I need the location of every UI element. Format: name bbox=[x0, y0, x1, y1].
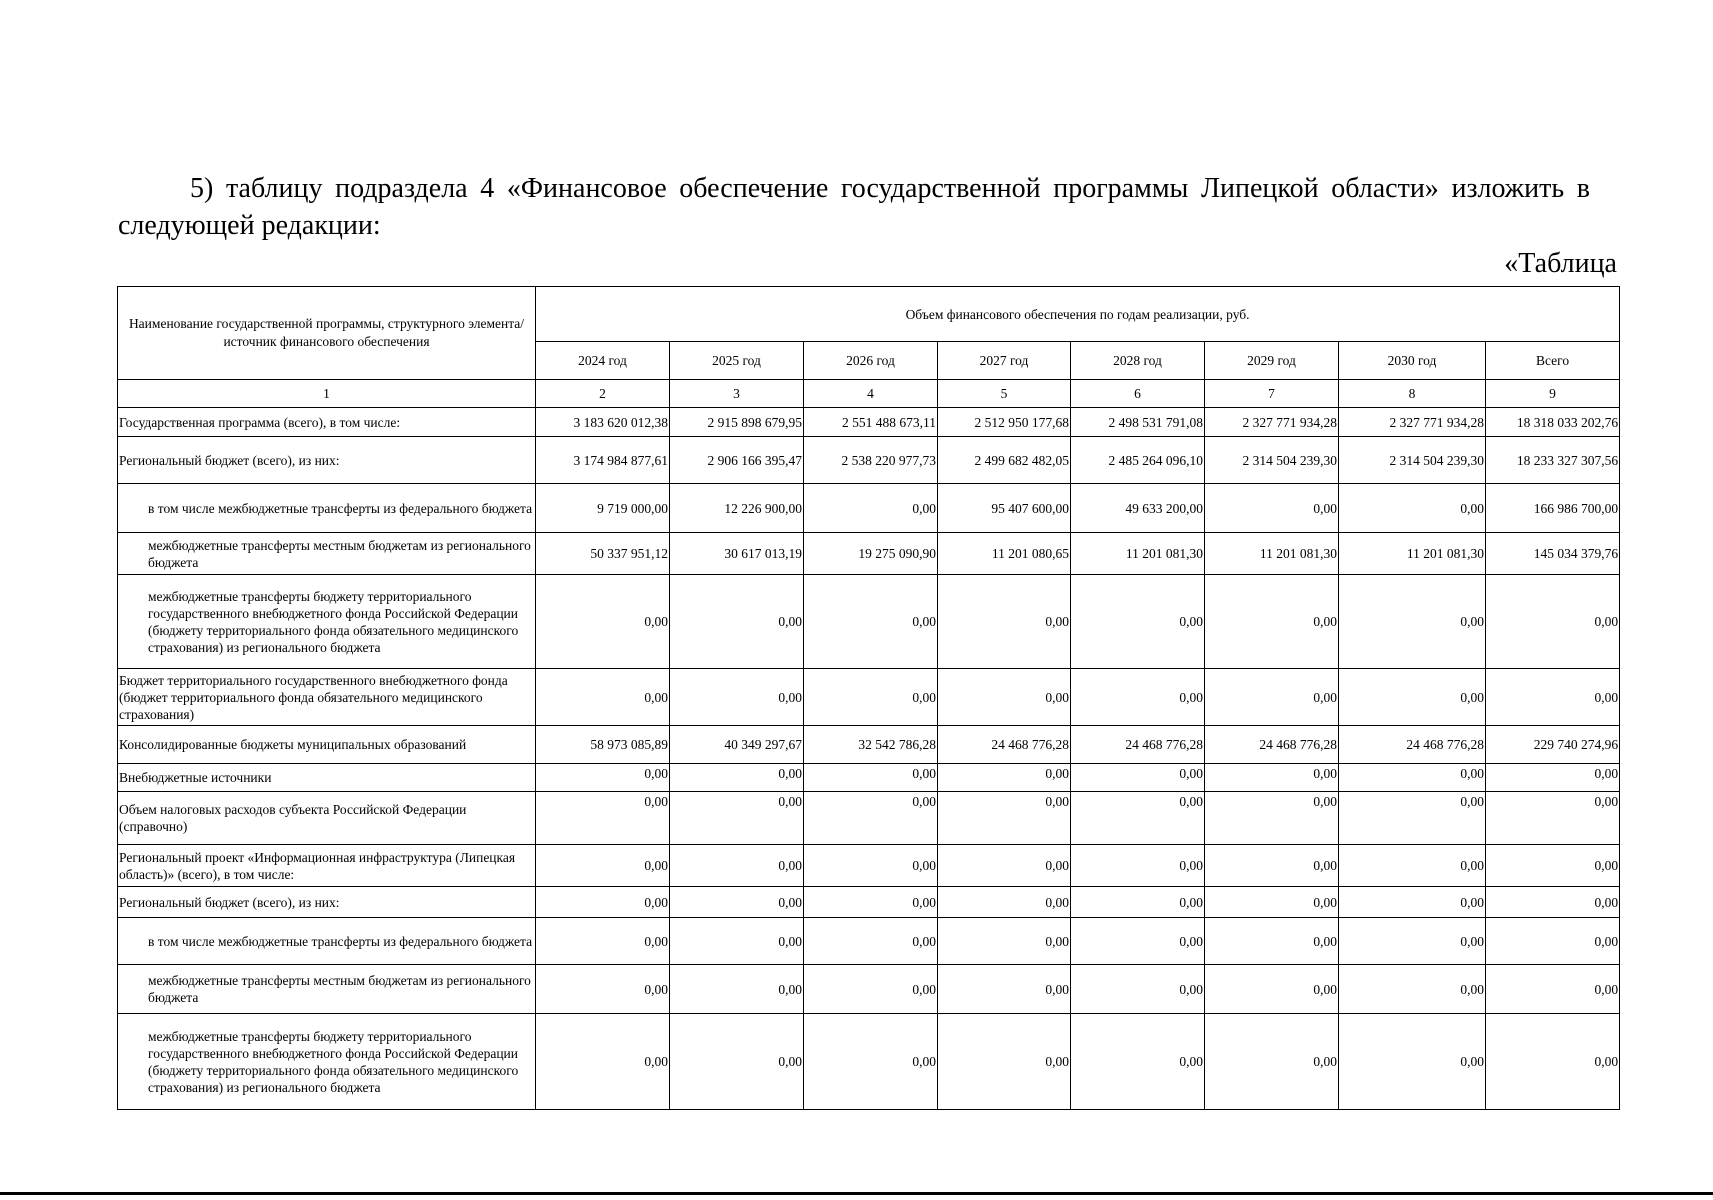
cell-value: 0,00 bbox=[804, 764, 938, 792]
cell-value: 0,00 bbox=[1339, 965, 1486, 1014]
row-name: Внебюджетные источники bbox=[118, 764, 536, 792]
table-row bbox=[118, 792, 1620, 845]
cell-value: 0,00 bbox=[1339, 484, 1486, 533]
row-name: в том числе межбюджетные трансферты из федерального бюджета bbox=[118, 484, 536, 533]
cell-value: 18 318 033 202,76 bbox=[1486, 408, 1620, 437]
cell-value: 0,00 bbox=[1071, 918, 1205, 965]
cell-value: 0,00 bbox=[1486, 887, 1620, 918]
table-label: «Таблица bbox=[1504, 248, 1617, 279]
cell-value: 0,00 bbox=[536, 764, 670, 792]
cell-value: 0,00 bbox=[804, 965, 938, 1014]
cell-value: 0,00 bbox=[1205, 792, 1339, 845]
cell-value: 0,00 bbox=[1339, 764, 1486, 792]
cell-value: 0,00 bbox=[804, 918, 938, 965]
cell-value: 0,00 bbox=[536, 575, 670, 669]
cell-value: 32 542 786,28 bbox=[804, 726, 938, 764]
table-row bbox=[118, 1014, 1620, 1110]
cell-value: 0,00 bbox=[938, 669, 1071, 726]
table-row bbox=[118, 575, 1620, 669]
table-row bbox=[118, 533, 1620, 575]
cell-value: 0,00 bbox=[938, 764, 1071, 792]
cell-value: 0,00 bbox=[536, 965, 670, 1014]
header-year: 2024 год bbox=[536, 342, 670, 380]
cell-value: 0,00 bbox=[1339, 845, 1486, 887]
cell-value: 0,00 bbox=[1339, 887, 1486, 918]
column-number: 4 bbox=[804, 380, 938, 408]
cell-value: 0,00 bbox=[670, 887, 804, 918]
cell-value: 0,00 bbox=[938, 792, 1071, 845]
cell-value: 2 498 531 791,08 bbox=[1071, 408, 1205, 437]
cell-value: 11 201 081,30 bbox=[1205, 533, 1339, 575]
cell-value: 2 314 504 239,30 bbox=[1339, 437, 1486, 484]
cell-value: 0,00 bbox=[536, 669, 670, 726]
cell-value: 0,00 bbox=[1339, 669, 1486, 726]
table-body bbox=[118, 408, 1620, 1110]
table-row bbox=[118, 845, 1620, 887]
cell-value: 0,00 bbox=[536, 792, 670, 845]
cell-value: 0,00 bbox=[1205, 764, 1339, 792]
cell-value: 0,00 bbox=[938, 1014, 1071, 1110]
cell-value: 0,00 bbox=[938, 918, 1071, 965]
cell-value: 0,00 bbox=[670, 764, 804, 792]
cell-value: 9 719 000,00 bbox=[536, 484, 670, 533]
cell-value: 0,00 bbox=[1071, 669, 1205, 726]
cell-value: 58 973 085,89 bbox=[536, 726, 670, 764]
cell-value: 0,00 bbox=[1486, 575, 1620, 669]
cell-value: 0,00 bbox=[1071, 792, 1205, 845]
table-row bbox=[118, 408, 1620, 437]
header-year: 2030 год bbox=[1339, 342, 1486, 380]
cell-value: 2 906 166 395,47 bbox=[670, 437, 804, 484]
cell-value: 0,00 bbox=[804, 1014, 938, 1110]
cell-value: 0,00 bbox=[670, 965, 804, 1014]
column-number: 1 bbox=[118, 380, 536, 408]
cell-value: 2 327 771 934,28 bbox=[1205, 408, 1339, 437]
cell-value: 2 327 771 934,28 bbox=[1339, 408, 1486, 437]
cell-value: 18 233 327 307,56 bbox=[1486, 437, 1620, 484]
header-year: 2026 год bbox=[804, 342, 938, 380]
cell-value: 24 468 776,28 bbox=[1205, 726, 1339, 764]
header-year: Всего bbox=[1486, 342, 1620, 380]
row-name: в том числе межбюджетные трансферты из федерального бюджета bbox=[118, 918, 536, 965]
cell-value: 0,00 bbox=[1486, 845, 1620, 887]
column-number: 2 bbox=[536, 380, 670, 408]
row-name: Региональный проект «Информационная инфраструктура (Липецкая область)» (всего), в том числе: bbox=[118, 845, 536, 887]
cell-value: 11 201 081,30 bbox=[1339, 533, 1486, 575]
cell-value: 0,00 bbox=[670, 918, 804, 965]
cell-value: 166 986 700,00 bbox=[1486, 484, 1620, 533]
row-name: межбюджетные трансферты бюджету территориального государственного внебюджетного фонда Российской Федерации (бюджету территориального фонда обязательного медицинского страхования) из регионального бюджета bbox=[118, 575, 536, 669]
cell-value: 0,00 bbox=[1205, 887, 1339, 918]
row-name: межбюджетные трансферты местным бюджетам из регионального бюджета bbox=[118, 965, 536, 1014]
cell-value: 11 201 080,65 bbox=[938, 533, 1071, 575]
cell-value: 49 633 200,00 bbox=[1071, 484, 1205, 533]
table-row bbox=[118, 484, 1620, 533]
cell-value: 0,00 bbox=[1205, 575, 1339, 669]
cell-value: 0,00 bbox=[536, 918, 670, 965]
financing-table bbox=[117, 286, 1620, 1110]
cell-value: 0,00 bbox=[938, 845, 1071, 887]
cell-value: 0,00 bbox=[1339, 792, 1486, 845]
cell-value: 2 512 950 177,68 bbox=[938, 408, 1071, 437]
header-year: 2025 год bbox=[670, 342, 804, 380]
cell-value: 0,00 bbox=[1071, 887, 1205, 918]
cell-value: 0,00 bbox=[804, 575, 938, 669]
page-edge-line bbox=[0, 1192, 1713, 1195]
cell-value: 229 740 274,96 bbox=[1486, 726, 1620, 764]
table-row bbox=[118, 764, 1620, 792]
cell-value: 50 337 951,12 bbox=[536, 533, 670, 575]
header-name: Наименование государственной программы, структурного элемента/источник финансового обеспечения bbox=[118, 287, 536, 380]
column-number: 5 bbox=[938, 380, 1071, 408]
intro-text: 5) таблицу подраздела 4 «Финансовое обеспечение государственной программы Липецкой области» изложить в следующей редакции: bbox=[118, 173, 1590, 241]
cell-value: 95 407 600,00 bbox=[938, 484, 1071, 533]
cell-value: 0,00 bbox=[938, 965, 1071, 1014]
cell-value: 0,00 bbox=[1486, 764, 1620, 792]
cell-value: 19 275 090,90 bbox=[804, 533, 938, 575]
cell-value: 0,00 bbox=[1486, 965, 1620, 1014]
cell-value: 0,00 bbox=[938, 575, 1071, 669]
row-name: Региональный бюджет (всего), из них: bbox=[118, 887, 536, 918]
cell-value: 0,00 bbox=[670, 1014, 804, 1110]
row-name: Региональный бюджет (всего), из них: bbox=[118, 437, 536, 484]
table-row bbox=[118, 437, 1620, 484]
cell-value: 3 183 620 012,38 bbox=[536, 408, 670, 437]
cell-value: 0,00 bbox=[1486, 669, 1620, 726]
row-name: Объем налоговых расходов субъекта Российской Федерации (справочно) bbox=[118, 792, 536, 845]
cell-value: 0,00 bbox=[804, 845, 938, 887]
cell-value: 2 915 898 679,95 bbox=[670, 408, 804, 437]
cell-value: 0,00 bbox=[670, 575, 804, 669]
cell-value: 0,00 bbox=[1339, 918, 1486, 965]
cell-value: 0,00 bbox=[1205, 484, 1339, 533]
cell-value: 0,00 bbox=[1071, 965, 1205, 1014]
cell-value: 0,00 bbox=[670, 669, 804, 726]
table-row bbox=[118, 965, 1620, 1014]
cell-value: 12 226 900,00 bbox=[670, 484, 804, 533]
cell-value: 145 034 379,76 bbox=[1486, 533, 1620, 575]
cell-value: 30 617 013,19 bbox=[670, 533, 804, 575]
cell-value: 2 485 264 096,10 bbox=[1071, 437, 1205, 484]
header-column-numbers-row bbox=[118, 380, 1620, 408]
cell-value: 0,00 bbox=[1071, 1014, 1205, 1110]
column-number: 7 bbox=[1205, 380, 1339, 408]
cell-value: 3 174 984 877,61 bbox=[536, 437, 670, 484]
cell-value: 0,00 bbox=[1339, 575, 1486, 669]
table-row bbox=[118, 887, 1620, 918]
cell-value: 2 499 682 482,05 bbox=[938, 437, 1071, 484]
cell-value: 0,00 bbox=[938, 887, 1071, 918]
cell-value: 24 468 776,28 bbox=[938, 726, 1071, 764]
row-name: Государственная программа (всего), в том числе: bbox=[118, 408, 536, 437]
cell-value: 0,00 bbox=[536, 845, 670, 887]
header-year: 2029 год bbox=[1205, 342, 1339, 380]
row-name: Консолидированные бюджеты муниципальных образований bbox=[118, 726, 536, 764]
intro-paragraph bbox=[118, 170, 1590, 244]
cell-value: 0,00 bbox=[1486, 918, 1620, 965]
cell-value: 0,00 bbox=[1339, 1014, 1486, 1110]
cell-value: 40 349 297,67 bbox=[670, 726, 804, 764]
header-year: 2027 год bbox=[938, 342, 1071, 380]
cell-value: 0,00 bbox=[1205, 845, 1339, 887]
cell-value: 0,00 bbox=[670, 792, 804, 845]
cell-value: 0,00 bbox=[1205, 965, 1339, 1014]
cell-value: 0,00 bbox=[804, 792, 938, 845]
table-row bbox=[118, 669, 1620, 726]
cell-value: 0,00 bbox=[536, 887, 670, 918]
cell-value: 2 314 504 239,30 bbox=[1205, 437, 1339, 484]
cell-value: 0,00 bbox=[804, 669, 938, 726]
cell-value: 0,00 bbox=[804, 887, 938, 918]
table-row bbox=[118, 918, 1620, 965]
cell-value: 2 538 220 977,73 bbox=[804, 437, 938, 484]
cell-value: 0,00 bbox=[1071, 845, 1205, 887]
cell-value: 0,00 bbox=[1486, 792, 1620, 845]
row-name: Бюджет территориального государственного внебюджетного фонда (бюджет территориального фонда обязательного медицинского страхования) bbox=[118, 669, 536, 726]
header-volume: Объем финансового обеспечения по годам реализации, руб. bbox=[536, 287, 1620, 342]
cell-value: 24 468 776,28 bbox=[1071, 726, 1205, 764]
header-year: 2028 год bbox=[1071, 342, 1205, 380]
column-number: 6 bbox=[1071, 380, 1205, 408]
cell-value: 24 468 776,28 bbox=[1339, 726, 1486, 764]
cell-value: 0,00 bbox=[1071, 764, 1205, 792]
cell-value: 11 201 081,30 bbox=[1071, 533, 1205, 575]
cell-value: 0,00 bbox=[536, 1014, 670, 1110]
cell-value: 0,00 bbox=[804, 484, 938, 533]
cell-value: 0,00 bbox=[1486, 1014, 1620, 1110]
column-number: 3 bbox=[670, 380, 804, 408]
row-name: межбюджетные трансферты бюджету территориального государственного внебюджетного фонда Российской Федерации (бюджету территориального фонда обязательного медицинского страхования) из регионального бюджета bbox=[118, 1014, 536, 1110]
cell-value: 0,00 bbox=[670, 845, 804, 887]
table-row bbox=[118, 726, 1620, 764]
cell-value: 0,00 bbox=[1205, 918, 1339, 965]
cell-value: 0,00 bbox=[1205, 1014, 1339, 1110]
cell-value: 0,00 bbox=[1071, 575, 1205, 669]
column-number: 9 bbox=[1486, 380, 1620, 408]
column-number: 8 bbox=[1339, 380, 1486, 408]
cell-value: 2 551 488 673,11 bbox=[804, 408, 938, 437]
cell-value: 0,00 bbox=[1205, 669, 1339, 726]
row-name: межбюджетные трансферты местным бюджетам из регионального бюджета bbox=[118, 533, 536, 575]
